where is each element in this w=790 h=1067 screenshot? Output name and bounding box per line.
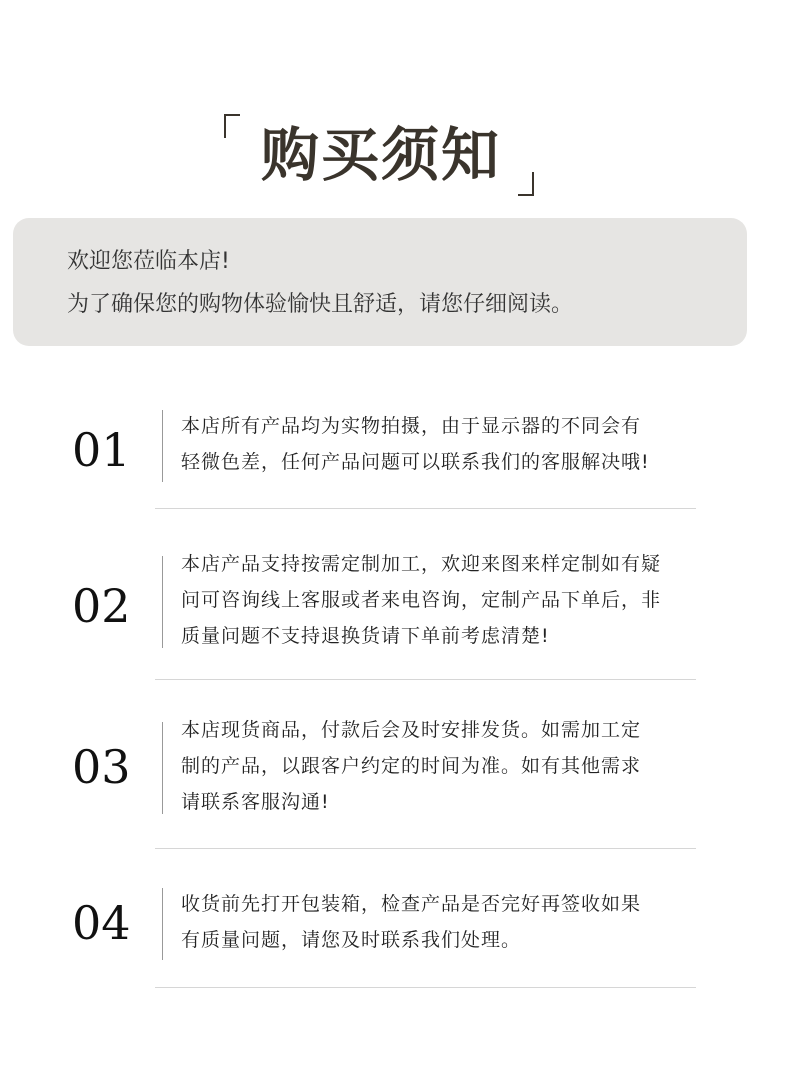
section-divider — [155, 508, 696, 509]
notice-vertical-divider — [162, 888, 163, 960]
page-header — [0, 108, 790, 204]
notice-text-line: 本店现货商品，付款后会及时安排发货。如需加工定 — [181, 719, 642, 741]
section-divider — [155, 987, 696, 988]
notice-number: 02 — [72, 579, 131, 633]
notice-number: 04 — [72, 896, 131, 950]
notice-text — [181, 712, 701, 820]
close-corner-bracket-icon — [518, 172, 534, 196]
intro-welcome-text: 欢迎您莅临本店! — [67, 249, 230, 274]
notice-text-line: 本店所有产品均为实物拍摄，由于显示器的不同会有 — [181, 415, 642, 437]
notice-number: 03 — [72, 740, 131, 794]
notice-text-line: 有质量问题，请您及时联系我们处理。 — [181, 929, 522, 951]
notice-text-line: 质量问题不支持退换货请下单前考虑清楚! — [181, 625, 550, 647]
notice-vertical-divider — [162, 722, 163, 814]
notice-vertical-divider — [162, 410, 163, 482]
page-title: 购买须知 — [260, 121, 501, 189]
notice-text-line: 本店产品支持按需定制加工，欢迎来图来样定制如有疑 — [181, 553, 662, 575]
notice-text — [181, 546, 701, 654]
section-divider — [155, 848, 696, 849]
notice-text-line: 问可咨询线上客服或者来电咨询，定制产品下单后，非 — [181, 589, 662, 611]
notice-text-line: 请联系客服沟通! — [181, 791, 330, 813]
notice-text-line: 制的产品，以跟客户约定的时间为准。如有其他需求 — [181, 755, 642, 777]
intro-card — [13, 218, 747, 346]
notice-number: 01 — [72, 423, 131, 477]
notice-text-line: 收货前先打开包装箱，检查产品是否完好再签收如果 — [181, 893, 642, 915]
intro-instruction-text: 为了确保您的购物体验愉快且舒适，请您仔细阅读。 — [67, 292, 574, 317]
notice-text — [181, 408, 701, 480]
notice-text-line: 轻微色差，任何产品问题可以联系我们的客服解决哦! — [181, 451, 650, 473]
section-divider — [155, 679, 696, 680]
notice-vertical-divider — [162, 556, 163, 648]
notice-text — [181, 886, 701, 958]
